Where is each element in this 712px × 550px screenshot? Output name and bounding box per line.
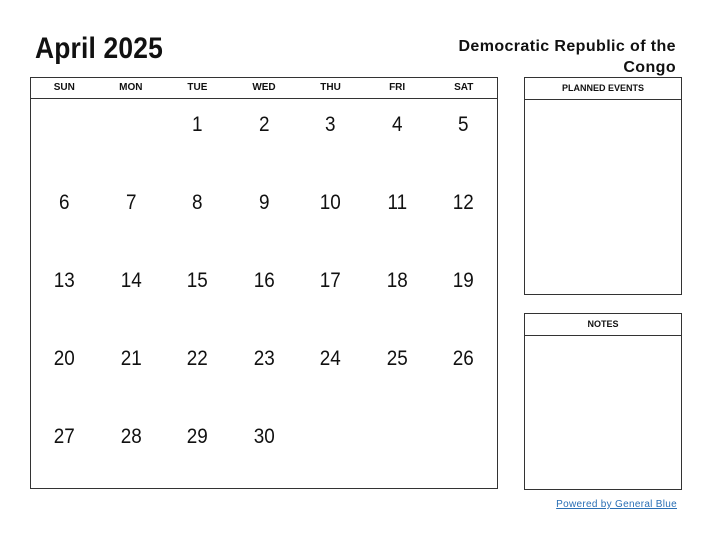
planned-events-box [524, 77, 682, 295]
day-cell: 10 [320, 191, 342, 214]
day-cell [101, 99, 161, 177]
day-cell: 13 [53, 269, 75, 292]
weekday-header-row [31, 78, 497, 99]
day-cell: 19 [453, 269, 475, 292]
day-cell: 11 [387, 191, 407, 214]
day-cell: 2 [258, 113, 270, 136]
weekday-label: MON [119, 82, 143, 93]
planned-events-header: PLANNED EVENTS [525, 78, 681, 100]
country-name: Democratic Republic of the Congo [458, 38, 676, 76]
day-cell: 5 [458, 113, 469, 136]
day-cell: 16 [253, 269, 275, 292]
day-cell: 25 [386, 347, 408, 370]
weekday-label: WED [252, 82, 276, 93]
weekday-label: TUE [187, 82, 208, 93]
day-cell [434, 411, 494, 489]
day-cell [34, 99, 94, 177]
day-cell: 12 [453, 191, 475, 214]
day-cell: 28 [120, 425, 142, 448]
day-cell: 20 [53, 347, 75, 370]
day-cell: 21 [120, 347, 142, 370]
day-cell: 14 [120, 269, 142, 292]
day-cell: 4 [391, 113, 403, 136]
powered-by-link[interactable]: Powered by General Blue [556, 499, 677, 510]
calendar-grid [30, 77, 498, 489]
day-cell: 22 [186, 347, 208, 370]
notes-header: NOTES [525, 314, 681, 336]
day-cell [301, 411, 361, 489]
day-cell: 23 [253, 347, 275, 370]
day-cell [367, 411, 427, 489]
calendar-weeks [31, 99, 497, 489]
notes-box [524, 313, 682, 490]
day-cell: 27 [53, 425, 75, 448]
day-cell: 17 [320, 269, 342, 292]
day-cell: 24 [320, 347, 342, 370]
weekday-label: SUN [53, 82, 75, 93]
page-title: April 2025 [35, 32, 163, 65]
day-cell: 8 [192, 191, 203, 214]
day-cell: 1 [192, 113, 203, 136]
day-cell: 15 [186, 269, 208, 292]
day-cell: 18 [386, 269, 408, 292]
day-cell: 7 [125, 191, 137, 214]
day-cell: 29 [186, 425, 208, 448]
day-cell: 9 [258, 191, 270, 214]
day-cell: 30 [253, 425, 275, 448]
day-cell: 26 [453, 347, 475, 370]
day-cell: 6 [59, 191, 70, 214]
day-cell: 3 [325, 113, 336, 136]
weekday-label: FRI [389, 82, 406, 93]
weekday-label: THU [320, 82, 341, 93]
weekday-label: SAT [454, 82, 474, 93]
